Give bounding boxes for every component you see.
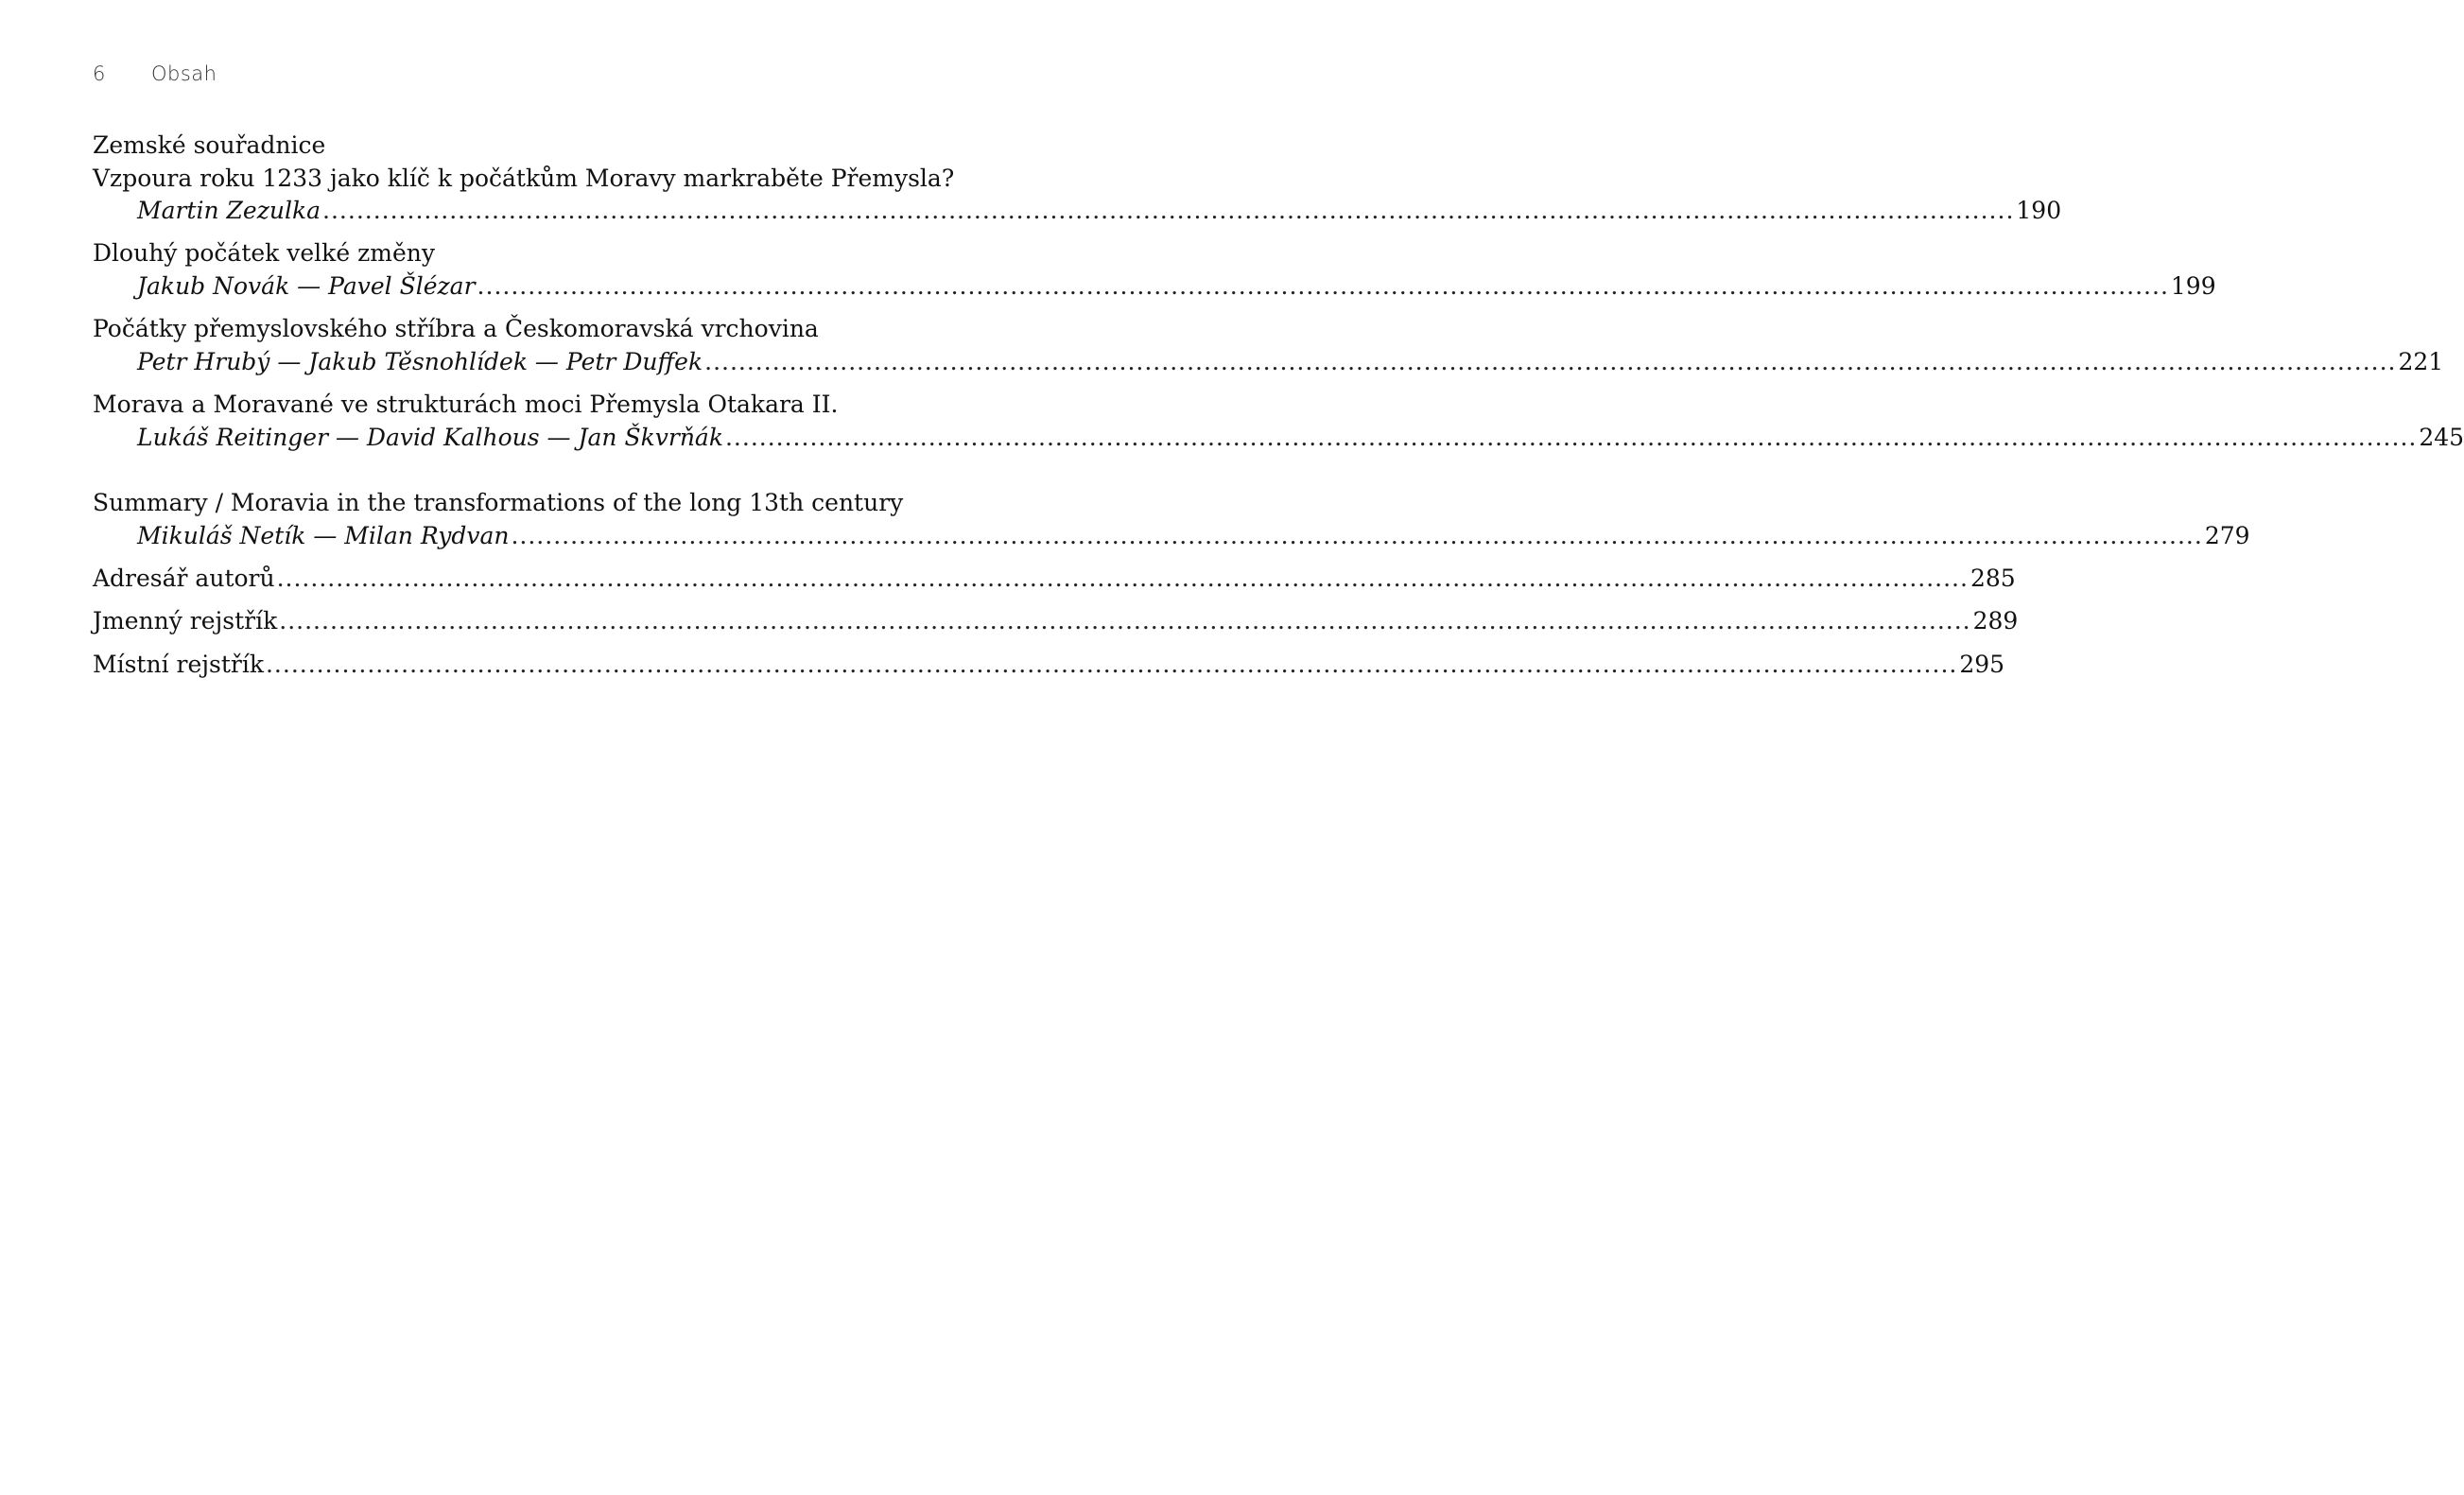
summary-title: Summary / Moravia in the transformations of the long 13th century (93, 489, 904, 516)
dot-leader: ........................................................................................................................................................................................................ (276, 565, 1969, 592)
dot-leader: ........................................................................................................................................................................................................ (279, 607, 1971, 635)
appendix-title: Místní rejstřík (93, 651, 264, 678)
toc-page-number: 295 (1959, 651, 2005, 678)
toc-entry-authors-row (93, 195, 2062, 227)
dot-leader: ........................................................................................................................................................................................................ (724, 424, 2418, 451)
toc-entry-authors: Petr Hrubý — Jakub Těsnohlídek — Petr Duffek (137, 348, 703, 375)
summary-authors: Mikuláš Netík — Milan Rydvan (137, 522, 510, 549)
summary-authors-row (93, 520, 2250, 552)
appendix-row (93, 649, 2005, 681)
toc-page-number: 245 (2419, 424, 2464, 451)
toc-entry-authors: Jakub Novák — Pavel Šlézar (137, 272, 476, 300)
toc-entry-authors: Lukáš Reitinger — David Kalhous — Jan Škvrňák (137, 424, 723, 451)
page-number: 6 (93, 62, 106, 85)
dot-leader: ........................................................................................................................................................................................................ (511, 522, 2203, 549)
toc-page-number: 289 (1972, 607, 2019, 635)
dot-leader: ........................................................................................................................................................................................................ (477, 272, 2169, 300)
toc-page-number: 285 (1969, 565, 2016, 592)
appendix-title: Adresář autorů (93, 565, 275, 592)
dot-leader: ........................................................................................................................................................................................................ (322, 197, 2015, 224)
toc-entry-authors-row (93, 346, 2444, 378)
appendix-row (93, 605, 2019, 637)
toc-entry-title: Morava a Moravané ve strukturách moci Přemysla Otakara II. (93, 391, 839, 418)
toc-entry-title: Vzpoura roku 1233 jako klíč k počátkům Moravy markraběte Přemysla? (93, 165, 955, 192)
dot-leader: ........................................................................................................................................................................................................ (265, 651, 1958, 678)
toc-entry-authors: Martin Zezulka (137, 197, 321, 224)
running-head (93, 62, 217, 85)
toc-page-number: 279 (2204, 522, 2250, 549)
section-title: Zemské souřadnice (93, 131, 326, 159)
toc-page-number: 190 (2016, 197, 2062, 224)
toc-page-number: 221 (2398, 348, 2444, 375)
toc-entry-title: Dlouhý počátek velké změny (93, 239, 435, 267)
dot-leader: ........................................................................................................................................................................................................ (704, 348, 2397, 375)
running-title: Obsah (151, 62, 217, 85)
appendix-title: Jmenný rejstřík (93, 607, 278, 635)
appendix-row (93, 563, 2016, 595)
toc-entry-authors-row (93, 422, 2464, 454)
toc-entry-authors-row (93, 270, 2216, 303)
toc-page-number: 199 (2170, 272, 2216, 300)
toc-entry-title: Počátky přemyslovského stříbra a Českomoravská vrchovina (93, 315, 819, 342)
